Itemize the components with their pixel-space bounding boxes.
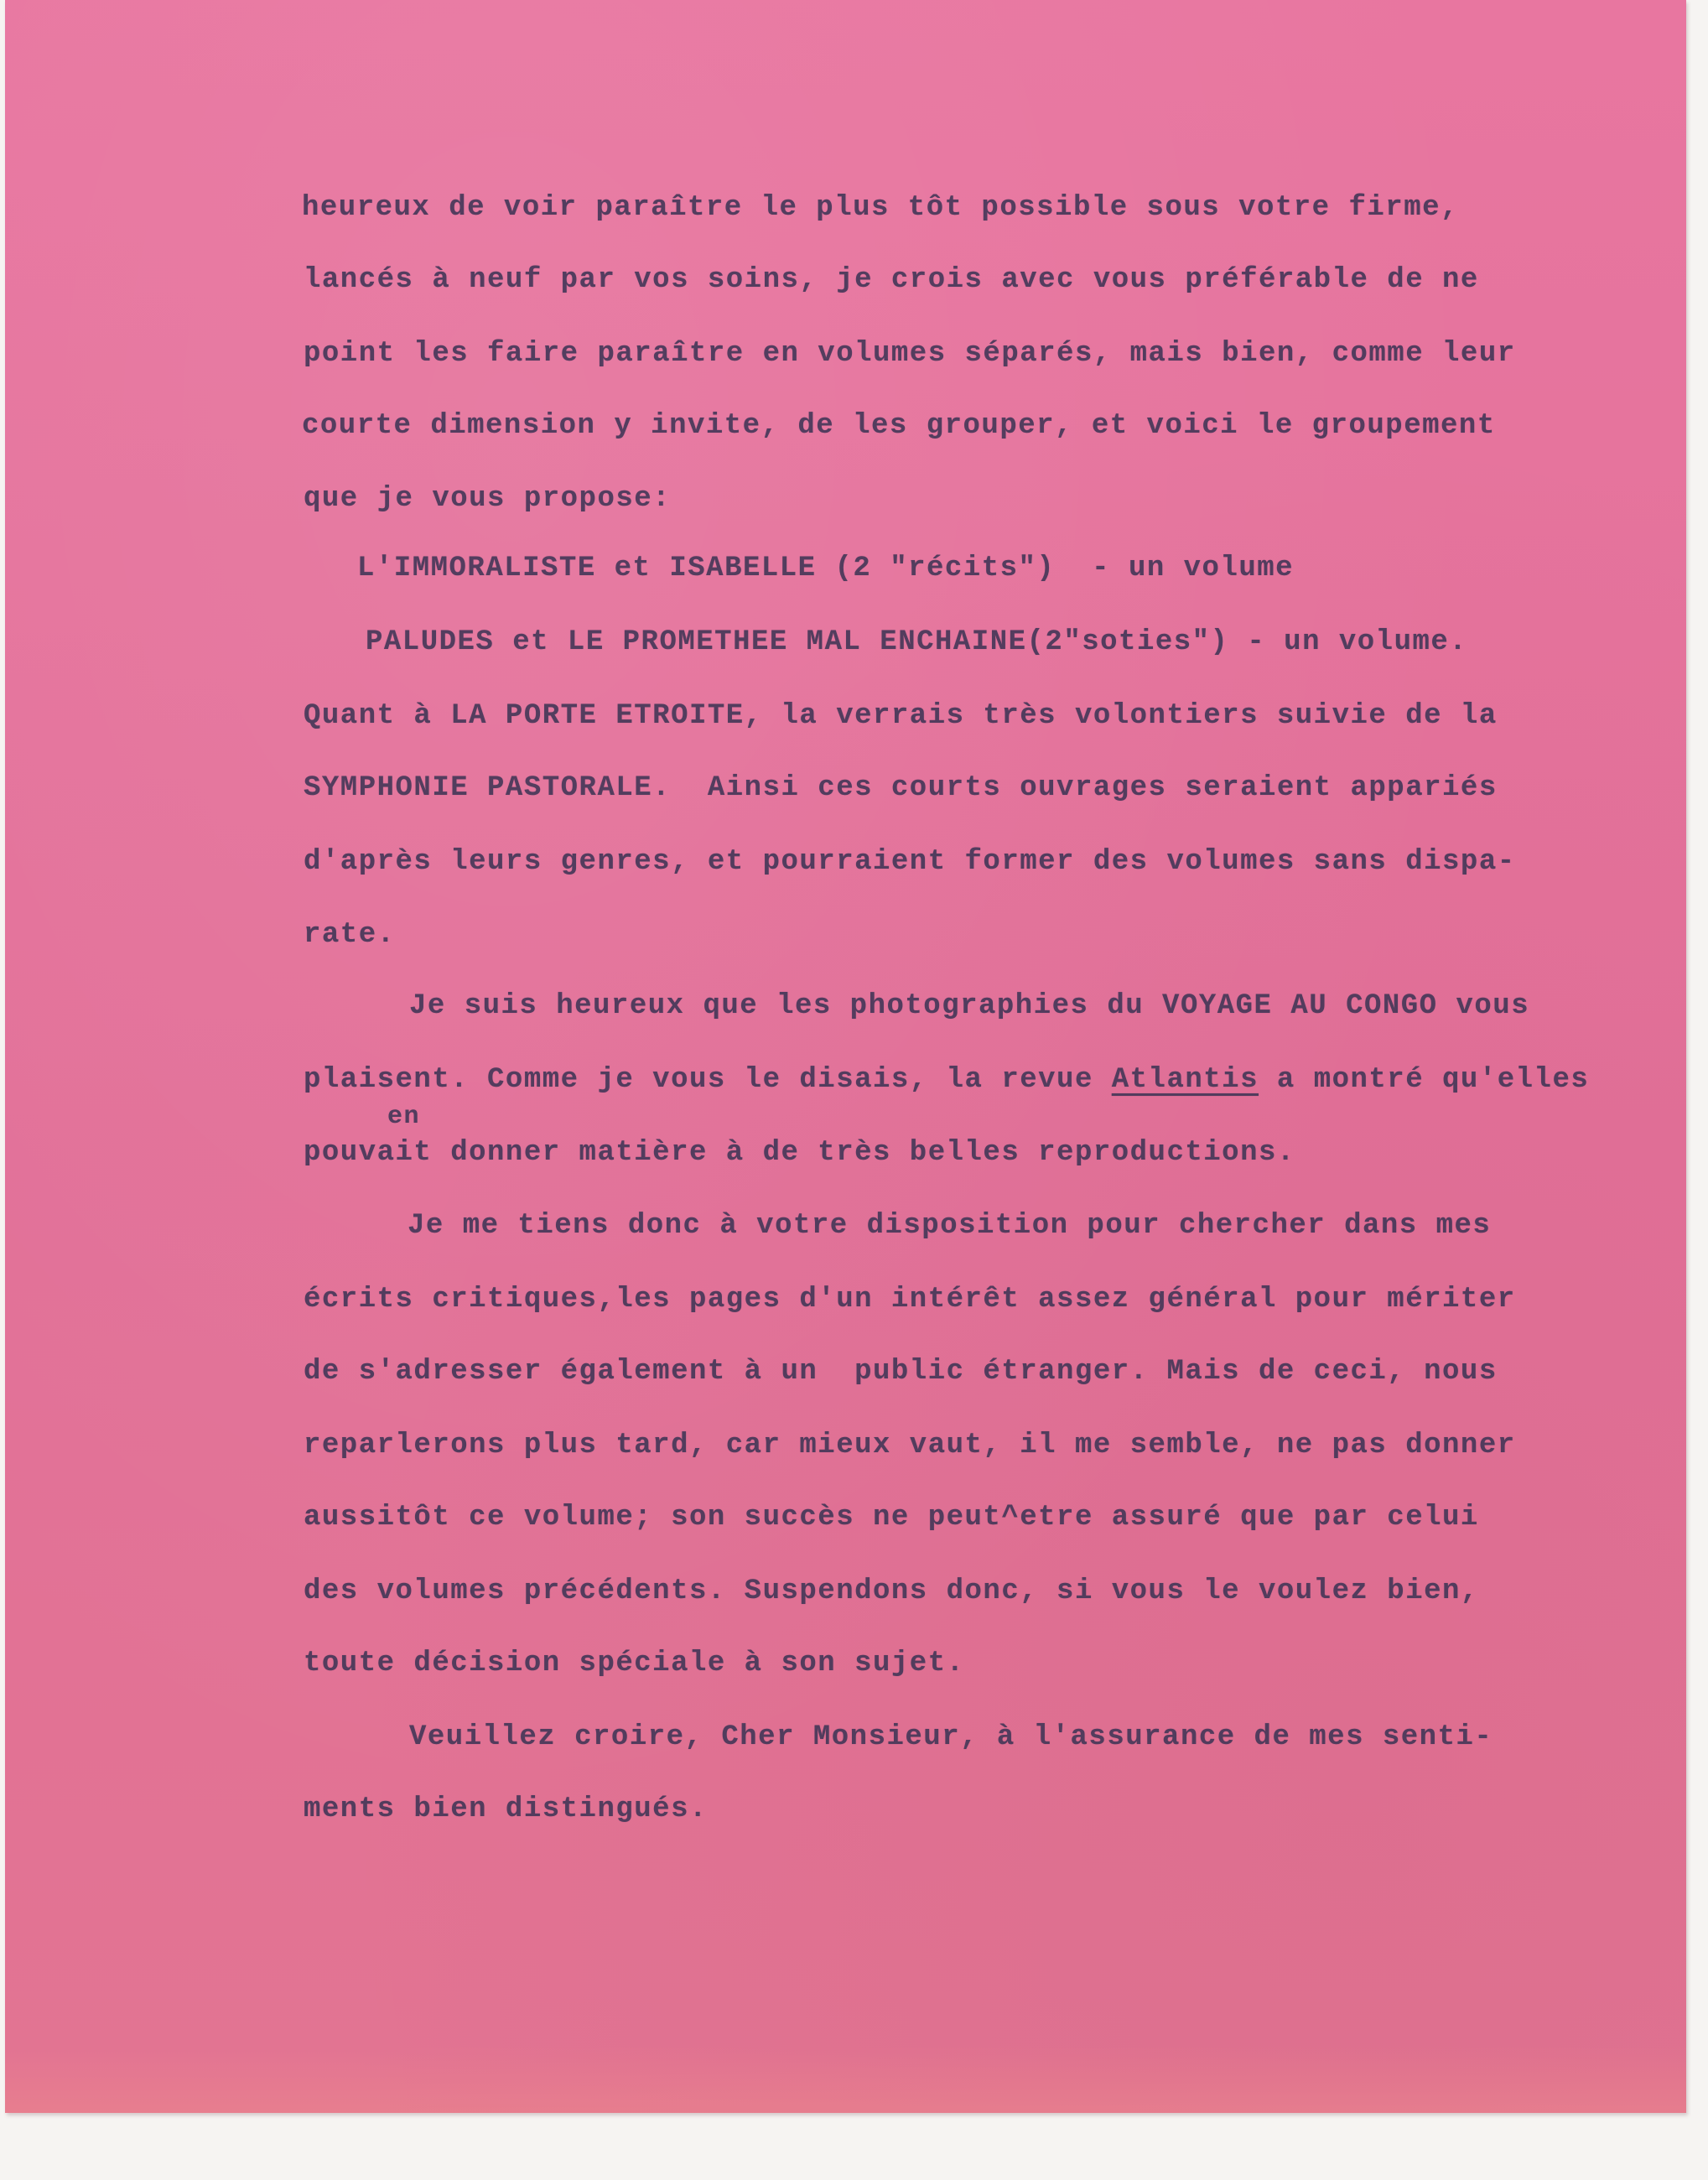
letter-line: écrits critiques,les pages d'un intérêt assez général pour mériter bbox=[304, 1284, 1516, 1316]
letter-line: aussitôt ce volume; son succès ne peut^etre assuré que par celui bbox=[304, 1502, 1479, 1534]
letter-line: pouvait donner matière à de très belles reproductions. bbox=[304, 1137, 1295, 1169]
letter-line: rate. bbox=[304, 919, 396, 951]
line-text-after: a montré qu'elles bbox=[1258, 1064, 1590, 1096]
letter-line: toute décision spéciale à son sujet. bbox=[304, 1648, 965, 1679]
typed-insertion-above-line: en bbox=[387, 1103, 421, 1131]
letter-line: SYMPHONIE PASTORALE. Ainsi ces courts ouvrages seraient appariés bbox=[304, 772, 1498, 804]
underlined-journal-title: Atlantis bbox=[1111, 1064, 1259, 1096]
letter-line: reparlerons plus tard, car mieux vaut, il me semble, ne pas donner bbox=[304, 1430, 1516, 1461]
closing-line: ments bien distingués. bbox=[304, 1793, 708, 1825]
letter-line: courte dimension y invite, de les grouper, et voici le groupement bbox=[302, 410, 1496, 442]
letter-line: des volumes précédents. Suspendons donc, si vous le voulez bien, bbox=[304, 1575, 1479, 1607]
paragraph-start-line: Je me tiens donc à votre disposition pour chercher dans mes bbox=[408, 1210, 1492, 1242]
closing-paragraph-line: Veuillez croire, Cher Monsieur, à l'assurance de mes senti- bbox=[409, 1721, 1493, 1753]
letter-line: que je vous propose: bbox=[304, 483, 672, 515]
line-text-before: plaisent. Comme je vous le disais, la revue bbox=[304, 1064, 1112, 1096]
letter-line: de s'adresser également à un public étranger. Mais de ceci, nous bbox=[304, 1356, 1498, 1388]
paragraph-start-line: Je suis heureux que les photographies du VOYAGE AU CONGO vous bbox=[409, 990, 1530, 1022]
letter-line: point les faire paraître en volumes séparés, mais bien, comme leur bbox=[304, 338, 1516, 370]
letter-line: heureux de voir paraître le plus tôt possible sous votre firme, bbox=[302, 192, 1459, 224]
letter-line: lancés à neuf par vos soins, je crois avec vous préférable de ne bbox=[304, 264, 1479, 296]
letter-line: d'après leurs genres, et pourraient former des volumes sans dispa- bbox=[304, 846, 1516, 878]
letter-line: Quant à LA PORTE ETROITE, la verrais très volontiers suivie de la bbox=[304, 700, 1498, 732]
letter-line-indented: PALUDES et LE PROMETHEE MAL ENCHAINE(2"soties") - un volume. bbox=[366, 626, 1468, 658]
letter-line-indented: L'IMMORALISTE et ISABELLE (2 "récits") - un volume bbox=[357, 553, 1295, 584]
letter-line-with-title bbox=[304, 1063, 1589, 1097]
